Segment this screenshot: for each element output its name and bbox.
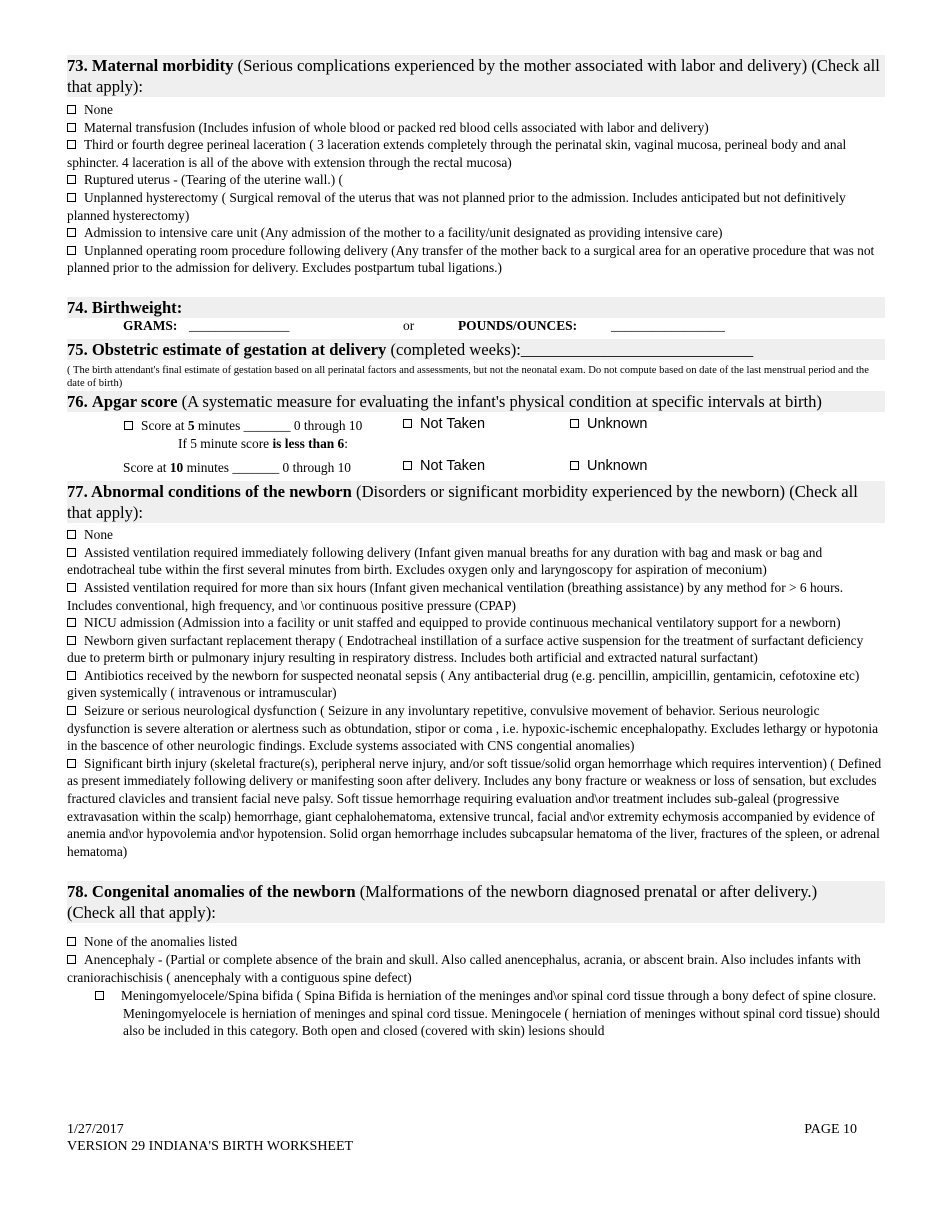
q78-header bbox=[67, 881, 885, 923]
apgar-10-score[interactable] bbox=[123, 459, 351, 477]
q77-header bbox=[67, 481, 885, 523]
q77-option-antibiotics[interactable] bbox=[67, 667, 885, 702]
if5-bold: is less than 6 bbox=[272, 436, 345, 452]
unknown-label: Unknown bbox=[587, 458, 648, 475]
apgar-5-not-taken[interactable] bbox=[403, 416, 485, 434]
checkbox[interactable] bbox=[95, 991, 104, 1000]
option-label: Newborn given surfactant replacement therapy ( Endotracheal instillation of a surface active suspension for the treatment of surfactant deficiency due to preterm birth or pulmonary injury resulting in respiratory distress. Includes both artificial and extracted natural surfactant) bbox=[67, 632, 864, 666]
option-label: Assisted ventilation required immediately following delivery (Infant given manual breaths for any duration with bag and mask or bag and endotracheal tube within the first several minutes from birth. Excludes oxygen only and laryngoscopy for aspiration of meconium) bbox=[67, 544, 823, 578]
checkbox[interactable] bbox=[124, 421, 133, 430]
score-minutes: 5 bbox=[187, 418, 195, 434]
checkbox[interactable] bbox=[67, 583, 76, 592]
checkbox[interactable] bbox=[570, 419, 579, 428]
q78-option-spina-bifida[interactable] bbox=[67, 987, 885, 1040]
q77-option-assisted-ventilation[interactable] bbox=[67, 544, 885, 579]
q74-title: 74. Birthweight: bbox=[67, 297, 183, 317]
apgar-10-not-taken[interactable] bbox=[403, 458, 485, 476]
score-minutes: 10 bbox=[169, 460, 184, 476]
checkbox[interactable] bbox=[67, 530, 76, 539]
q75-desc: (completed weeks): bbox=[386, 339, 521, 359]
checkbox[interactable] bbox=[570, 461, 579, 470]
q77-option-surfactant[interactable] bbox=[67, 632, 885, 667]
grams-field[interactable]: _______________ bbox=[189, 317, 290, 333]
q73-option-operating-room[interactable] bbox=[67, 242, 885, 277]
checkbox[interactable] bbox=[67, 636, 76, 645]
option-label: Assisted ventilation required for more than six hours (Infant given mechanical ventilation (breathing assistance) by any method for > 6 hours. Includes conventional, high frequency, and \or continuous positive pressure (CPAP) bbox=[67, 579, 844, 613]
q76-header bbox=[67, 391, 885, 412]
option-label: Admission to intensive care unit (Any admission of the mother to a facility/unit designated as providing intensive care) bbox=[84, 225, 723, 241]
footer-version: VERSION 29 INDIANA'S BIRTH WORKSHEET bbox=[67, 1139, 354, 1154]
q77-title: . Abnormal conditions of the newborn bbox=[83, 482, 352, 502]
if5-text: If 5 minute score bbox=[178, 436, 273, 452]
if5-colon: : bbox=[344, 436, 348, 452]
checkbox[interactable] bbox=[67, 618, 76, 627]
q77-option-seizure[interactable] bbox=[67, 702, 885, 755]
score-label: Score at bbox=[123, 460, 170, 476]
not-taken-label: Not Taken bbox=[420, 458, 486, 475]
option-label: Unplanned hysterectomy ( Surgical removal of the uterus that was not planned prior to the admission. Includes anticipated but not definitively planned hysterectomy) bbox=[67, 189, 846, 223]
option-label: Significant birth injury (skeletal fracture(s), peripheral nerve injury, and/or soft tissue/solid organ hemorrhage which requires intervention) ( Defined as present immediately following delivery or manifesting soon after delivery. Includes any bony fracture or weakness or loss of sensation, but excludes fractured clavicles and transient facial neve palsy. Soft tissue hemorrhage requiring evaluation and\or treatment includes sub-galeal (progressive extravasation within the scalp) hemorrhage, giant cephalohematoma, extensive truncal, facial and\or extremity echymosis accompanied by evidence of anemia and\or hypovolemia and\or hypotension. Solid organ hemorrhage includes subcapsular hematoma of the liver, fractures of the spleen, or adrenal hematoma) bbox=[67, 755, 882, 859]
q75-note: ( The birth attendant's final estimate of gestation based on all perinatal factors and assessments, but not the neonatal exam. Do not compute based on date of the last menstrual period and the date of birth) bbox=[67, 364, 869, 389]
q78-option-none[interactable] bbox=[67, 933, 885, 951]
q73-option-transfusion[interactable] bbox=[67, 119, 885, 137]
option-label: None bbox=[84, 527, 114, 543]
option-label: Maternal transfusion (Includes infusion of whole blood or packed red blood cells associated with labor and delivery) bbox=[84, 119, 709, 135]
q73-option-hysterectomy[interactable] bbox=[67, 189, 885, 224]
q73-option-none[interactable] bbox=[67, 101, 885, 119]
apgar-10-row bbox=[67, 459, 885, 481]
q78-desc: (Malformations of the newborn diagnosed prenatal or after delivery.) (Check all that apply): bbox=[67, 882, 863, 923]
checkbox[interactable] bbox=[67, 671, 76, 680]
score-range: minutes _______ 0 through 10 bbox=[183, 460, 351, 476]
apgar-if-less-than-6 bbox=[178, 435, 348, 453]
checkbox[interactable] bbox=[67, 123, 76, 132]
q77-number: 77 bbox=[67, 482, 84, 502]
option-label: Meningomyelocele/Spina bifida ( Spina Bifida is herniation of the meninges and\or spinal cord tissue through a bony defect of spine closure. Meningomyelocele is herniation of meninges and spinal cord tissue. Meningocele ( herniation of meninges without spinal cord tissue) should also be included in this category. Both open and closed (covered with skin) lesions should bbox=[121, 988, 880, 1039]
q74-header bbox=[67, 297, 885, 318]
footer-date: 1/27/2017 bbox=[67, 1122, 124, 1137]
q77-option-ventilation-6h[interactable] bbox=[67, 579, 885, 614]
apgar-5-unknown[interactable] bbox=[570, 416, 647, 434]
option-label: Anencephaly - (Partial or complete absence of the brain and skull. Also called anencephalus, acrania, or abscent brain. Also includes infants with craniorachischisis ( anencephaly with a contiguous spine defect) bbox=[67, 952, 861, 985]
q73-desc: (Serious complications experienced by the mother associated with labor and delivery) (Check all that apply): bbox=[67, 56, 880, 96]
apgar-if-row bbox=[67, 437, 885, 459]
q76-title: Apgar score bbox=[91, 392, 178, 412]
option-label: Unplanned operating room procedure following delivery (Any transfer of the mother back to a surgical area for an operative procedure that was not planned prior to the admission for delivery. Excludes postpartum tubal ligations.) bbox=[67, 242, 875, 276]
checkbox[interactable] bbox=[67, 937, 76, 946]
option-label: Seizure or serious neurological dysfunction ( Seizure in any involuntary repetitive, convulsive movement of behavior. Serious neurologic dysfunction is severe alteration or alertness such as obtundation, stipor or coma , i.e. hypoxic-ischemic encephalopathy. Excludes lethargy or hypotonia in the bascence of other neurologic findings. Exclude systems associated with CNS congential anomalies) bbox=[67, 703, 879, 754]
score-range: minutes _______ 0 through 10 bbox=[194, 418, 363, 434]
q73-number: 73. bbox=[67, 56, 88, 75]
apgar-5-score[interactable] bbox=[124, 417, 362, 435]
not-taken-label: Not Taken bbox=[420, 416, 486, 433]
pounds-field[interactable]: _________________ bbox=[611, 317, 725, 333]
option-label: Third or fourth degree perineal laceration ( 3 laceration extends completely through the perinatal skin, vaginal mucosa, perineal body and anal sphincter. 4 laceration is all of the above with extension through the rectal mucosa) bbox=[67, 137, 847, 170]
q74-fields bbox=[67, 318, 885, 337]
page-footer bbox=[67, 1121, 857, 1155]
q76-number: 76. bbox=[67, 392, 88, 412]
q75-title: 75. Obstetric estimate of gestation at delivery bbox=[67, 339, 387, 359]
q75-header bbox=[67, 339, 885, 360]
option-label: Antibiotics received by the newborn for suspected neonatal sepsis ( Any antibacterial drug (e.g. pencillin, ampicillin, gentamicin, cefotoxine etc) given systemically ( intravenous or intramuscular) bbox=[67, 667, 860, 701]
checkbox[interactable] bbox=[67, 706, 76, 715]
option-label: None of the anomalies listed bbox=[84, 934, 238, 950]
q73-header bbox=[67, 55, 885, 97]
checkbox[interactable] bbox=[67, 175, 76, 184]
checkbox[interactable] bbox=[67, 955, 76, 964]
footer-page-number: PAGE 10 bbox=[804, 1122, 857, 1137]
checkbox[interactable] bbox=[67, 193, 76, 202]
option-label: NICU admission (Admission into a facility or unit staffed and equipped to provide continuous mechanical ventilatory support for a newborn) bbox=[84, 615, 841, 631]
q73-option-icu[interactable] bbox=[67, 224, 885, 242]
checkbox[interactable] bbox=[67, 140, 76, 149]
apgar-5-row bbox=[67, 415, 885, 437]
checkbox[interactable] bbox=[67, 246, 76, 255]
option-label: None bbox=[84, 102, 114, 117]
checkbox[interactable] bbox=[67, 759, 76, 768]
score-label: Score at bbox=[141, 418, 188, 434]
checkbox[interactable] bbox=[67, 548, 76, 557]
apgar-10-unknown[interactable] bbox=[570, 458, 647, 476]
q76-desc: (A systematic measure for evaluating the infant's physical condition at specific intervals at birth) bbox=[177, 392, 822, 412]
q77-option-nicu[interactable] bbox=[67, 614, 885, 632]
pounds-label: POUNDS/OUNCES: bbox=[458, 317, 578, 333]
grams-label: GRAMS: bbox=[123, 317, 178, 333]
q77-option-none[interactable] bbox=[67, 526, 885, 544]
unknown-label: Unknown bbox=[587, 416, 648, 433]
checkbox[interactable] bbox=[67, 105, 76, 114]
worksheet-page bbox=[67, 55, 885, 1040]
q77-option-birth-injury[interactable] bbox=[67, 755, 885, 861]
q73-title: Maternal morbidity bbox=[91, 56, 234, 75]
q77-desc: (Disorders or significant morbidity experienced by the newborn) (Check all that apply): bbox=[67, 482, 858, 523]
checkbox[interactable] bbox=[403, 419, 412, 428]
option-label: Ruptured uterus - (Tearing of the uterine wall.) ( bbox=[84, 172, 343, 188]
q78-title: 78. Congenital anomalies of the newborn bbox=[67, 882, 356, 902]
q73-option-laceration[interactable] bbox=[67, 136, 885, 171]
checkbox[interactable] bbox=[67, 228, 76, 237]
q73-option-ruptured-uterus[interactable] bbox=[67, 171, 885, 189]
or-label: or bbox=[403, 317, 415, 333]
gestation-weeks-field[interactable]: ____________________________ bbox=[520, 339, 754, 359]
q78-option-anencephaly[interactable] bbox=[67, 951, 885, 986]
checkbox[interactable] bbox=[403, 461, 412, 470]
